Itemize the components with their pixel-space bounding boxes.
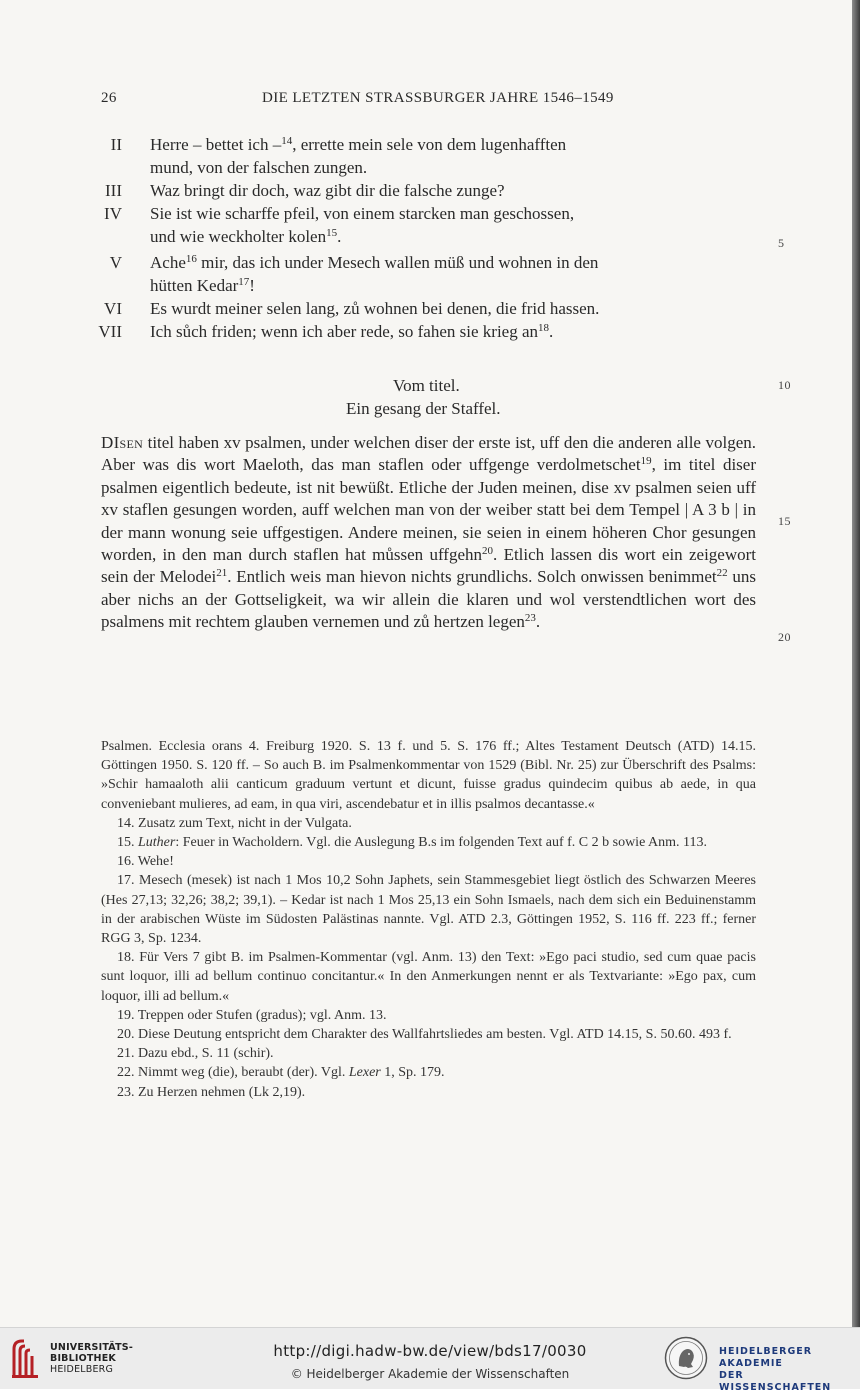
footnote-20: 20. Diese Deutung entspricht dem Charakter des Wallfahrtsliedes am besten. Vgl. ATD 14.15, S. 50.60. 493 f. <box>117 1027 732 1043</box>
copyright-notice: © Heidelberger Akademie der Wissenschaften <box>290 1367 570 1381</box>
footnote-ref: 17 <box>238 276 250 288</box>
line-number-10: 10 <box>778 378 791 392</box>
verse-text: Es wurdt meiner selen lang, zů wohnen bei denen, die frid hassen. <box>150 299 600 318</box>
footnote-intro: Psalmen. Ecclesia orans 4. Freiburg 1920. S. 13 f. und 5. S. 176 ff.; Altes Testament Deutsch (ATD) 14.15. Göttingen 1950. S. 120 ff. – So auch B. im Psalmenkommentar von 1529 (Bibl. Nr. 25) zur Überschrift des Psalms: »Schir hamaaloth alii canticum graduum vertunt et dicunt, fuisse gradus quindecim quibus ab aede, in qua conveniebant mulieres, ad eam, in qua viri, ascendebatur et in illis psalmos decantasse.« <box>101 739 756 812</box>
footnotes <box>101 737 756 1102</box>
footnote-15: 15. Luther: Feuer in Wacholdern. Vgl. die Auslegung B.s im folgenden Text auf f. C 2 b sowie Anm. 113. <box>117 835 707 851</box>
footnote-19: 19. Treppen oder Stufen (gradus); vgl. Anm. 13. <box>117 1007 387 1023</box>
verse-number: VI <box>104 299 122 318</box>
verse-number: II <box>110 135 122 154</box>
footnote-18: 18. Für Vers 7 gibt B. im Psalmen-Kommentar (vgl. Anm. 13) den Text: »Ego paci studio, sed cum quae pacis sunt loquor, illi ad bellum continuo concitantur.« In den Anmerkungen nennt er als Textvariante: »Ego pax, cum loquor, illi ad bellum.« <box>101 950 756 1004</box>
initial-word: DIsen <box>101 433 144 452</box>
footnote-23: 23. Zu Herzen nehmen (Lk 2,19). <box>117 1084 306 1100</box>
footnote-22: 22. Nimmt weg (die), beraubt (der). Vgl. Lexer 1, Sp. 179. <box>117 1065 445 1081</box>
verse-text: Ache$^{16}$ mir, das ich under Mesech wallen müß und wohnen in den hütten Kedar$^{17}$! <box>150 253 599 295</box>
line-number-15: 15 <box>778 514 791 528</box>
footnote-ref: 16 <box>185 253 197 265</box>
footnote-ref: 15 <box>326 227 338 239</box>
verse-number: VII <box>98 322 122 341</box>
footnote-ref: 18 <box>538 322 550 334</box>
running-title: DIE LETZTEN STRASSBURGER JAHRE 1546–1549 <box>262 90 614 106</box>
page-number: 26 <box>101 90 117 106</box>
academy-seal-icon[interactable] <box>664 1336 708 1380</box>
footnote-14: 14. Zusatz zum Text, nicht in der Vulgata. <box>117 815 352 831</box>
footnote-21: 21. Dazu ebd., S. 11 (schir). <box>117 1046 274 1062</box>
university-library-name[interactable]: UNIVERSITÄTS- BIBLIOTHEK HEIDELBERG <box>50 1342 133 1375</box>
heading-line-1: Vom titel. <box>393 376 460 395</box>
verse-text: Herre – bettet ich –$^{14}$, errette mein sele von dem lugenhafften mund, von der falschen zungen. <box>150 135 567 177</box>
verse-number: III <box>105 181 122 200</box>
line-number-20: 20 <box>778 630 791 644</box>
academy-name[interactable]: HEIDELBERGER AKADEMIE DER WISSENSCHAFTEN <box>719 1346 832 1393</box>
permalink-url[interactable]: http://digi.hadw-bw.de/view/bds17/0030 <box>273 1342 587 1360</box>
footer-bar <box>0 1327 860 1393</box>
verse-text: Waz bringt dir doch, waz gibt dir die falsche zunge? <box>150 181 505 200</box>
heading-line-2: Ein gesang der Staffel. <box>346 399 501 418</box>
verse-number: V <box>109 253 122 272</box>
page-edge-shadow <box>852 0 860 1327</box>
verse-text: Ich sůch friden; wenn ich aber rede, so fahen sie krieg $an^{18}$. <box>150 322 554 341</box>
footnote-16: 16. Wehe! <box>117 854 174 870</box>
line-number-5: 5 <box>778 236 785 250</box>
footnote-17: 17. Mesech (mesek) ist nach 1 Mos 10,2 Sohn Japhets, sein Stammesgebiet liegt östlich des Schwarzen Meeres (Hes 27,13; 32,26; 38,2; 39,1). – Kedar ist nach 1 Mos 25,13 ein Sohn Ismaels, nach dem sich ein Beduinenstamm in der arabischen Wüste im Südosten Palästinas nannte. Vgl. ATD 2.3, Göttingen 1952, S. 116 ff. 223 ff.; ferner RGG 3, Sp. 1234. <box>101 873 756 947</box>
running-head <box>0 90 852 112</box>
footnote-ref: 14 <box>281 135 293 147</box>
verse-text: Sie ist wie scharffe pfeil, von einem starcken man geschossen, und wie weckholter kolen$^{15}$. <box>150 204 575 246</box>
commentary-paragraph: DIsen titel haben xv psalmen, under welchen diser der erste ist, uff den die anderen alle volgen. Aber was dis wort Maeloth, das man staflen oder uffgenge verdolmetschet$^{19}$, im titel diser psalmen eigentlich bedeute, ist nit bewüßt. Etliche der Juden meinen, dise xv psalmen seien uff xv staflen gesungen worden, auff welchen man von der weiber statt bei dem Tempel | A 3 b | in der mann wonung seie uffgestigen. Andere meinen, sie seien in einem höheren Chor gesungen worden, in den man durch staflen hat můssen uffgehn$^{20}$. Etlich lassen dis wort ein zeigewort sein der Melodei$^{21}$. Entlich weis man hievon nichts grundlichs. Solch onwissen benimmet$^{22}$ uns aber nichs an der Gottseligkeit, wa wir allein die klaren und wol verstendtlichen wort des psalmens mit rechtem glauben vernemen und zů hertzen legen$^{23}$. <box>101 433 756 632</box>
verse-number: IV <box>104 204 122 223</box>
